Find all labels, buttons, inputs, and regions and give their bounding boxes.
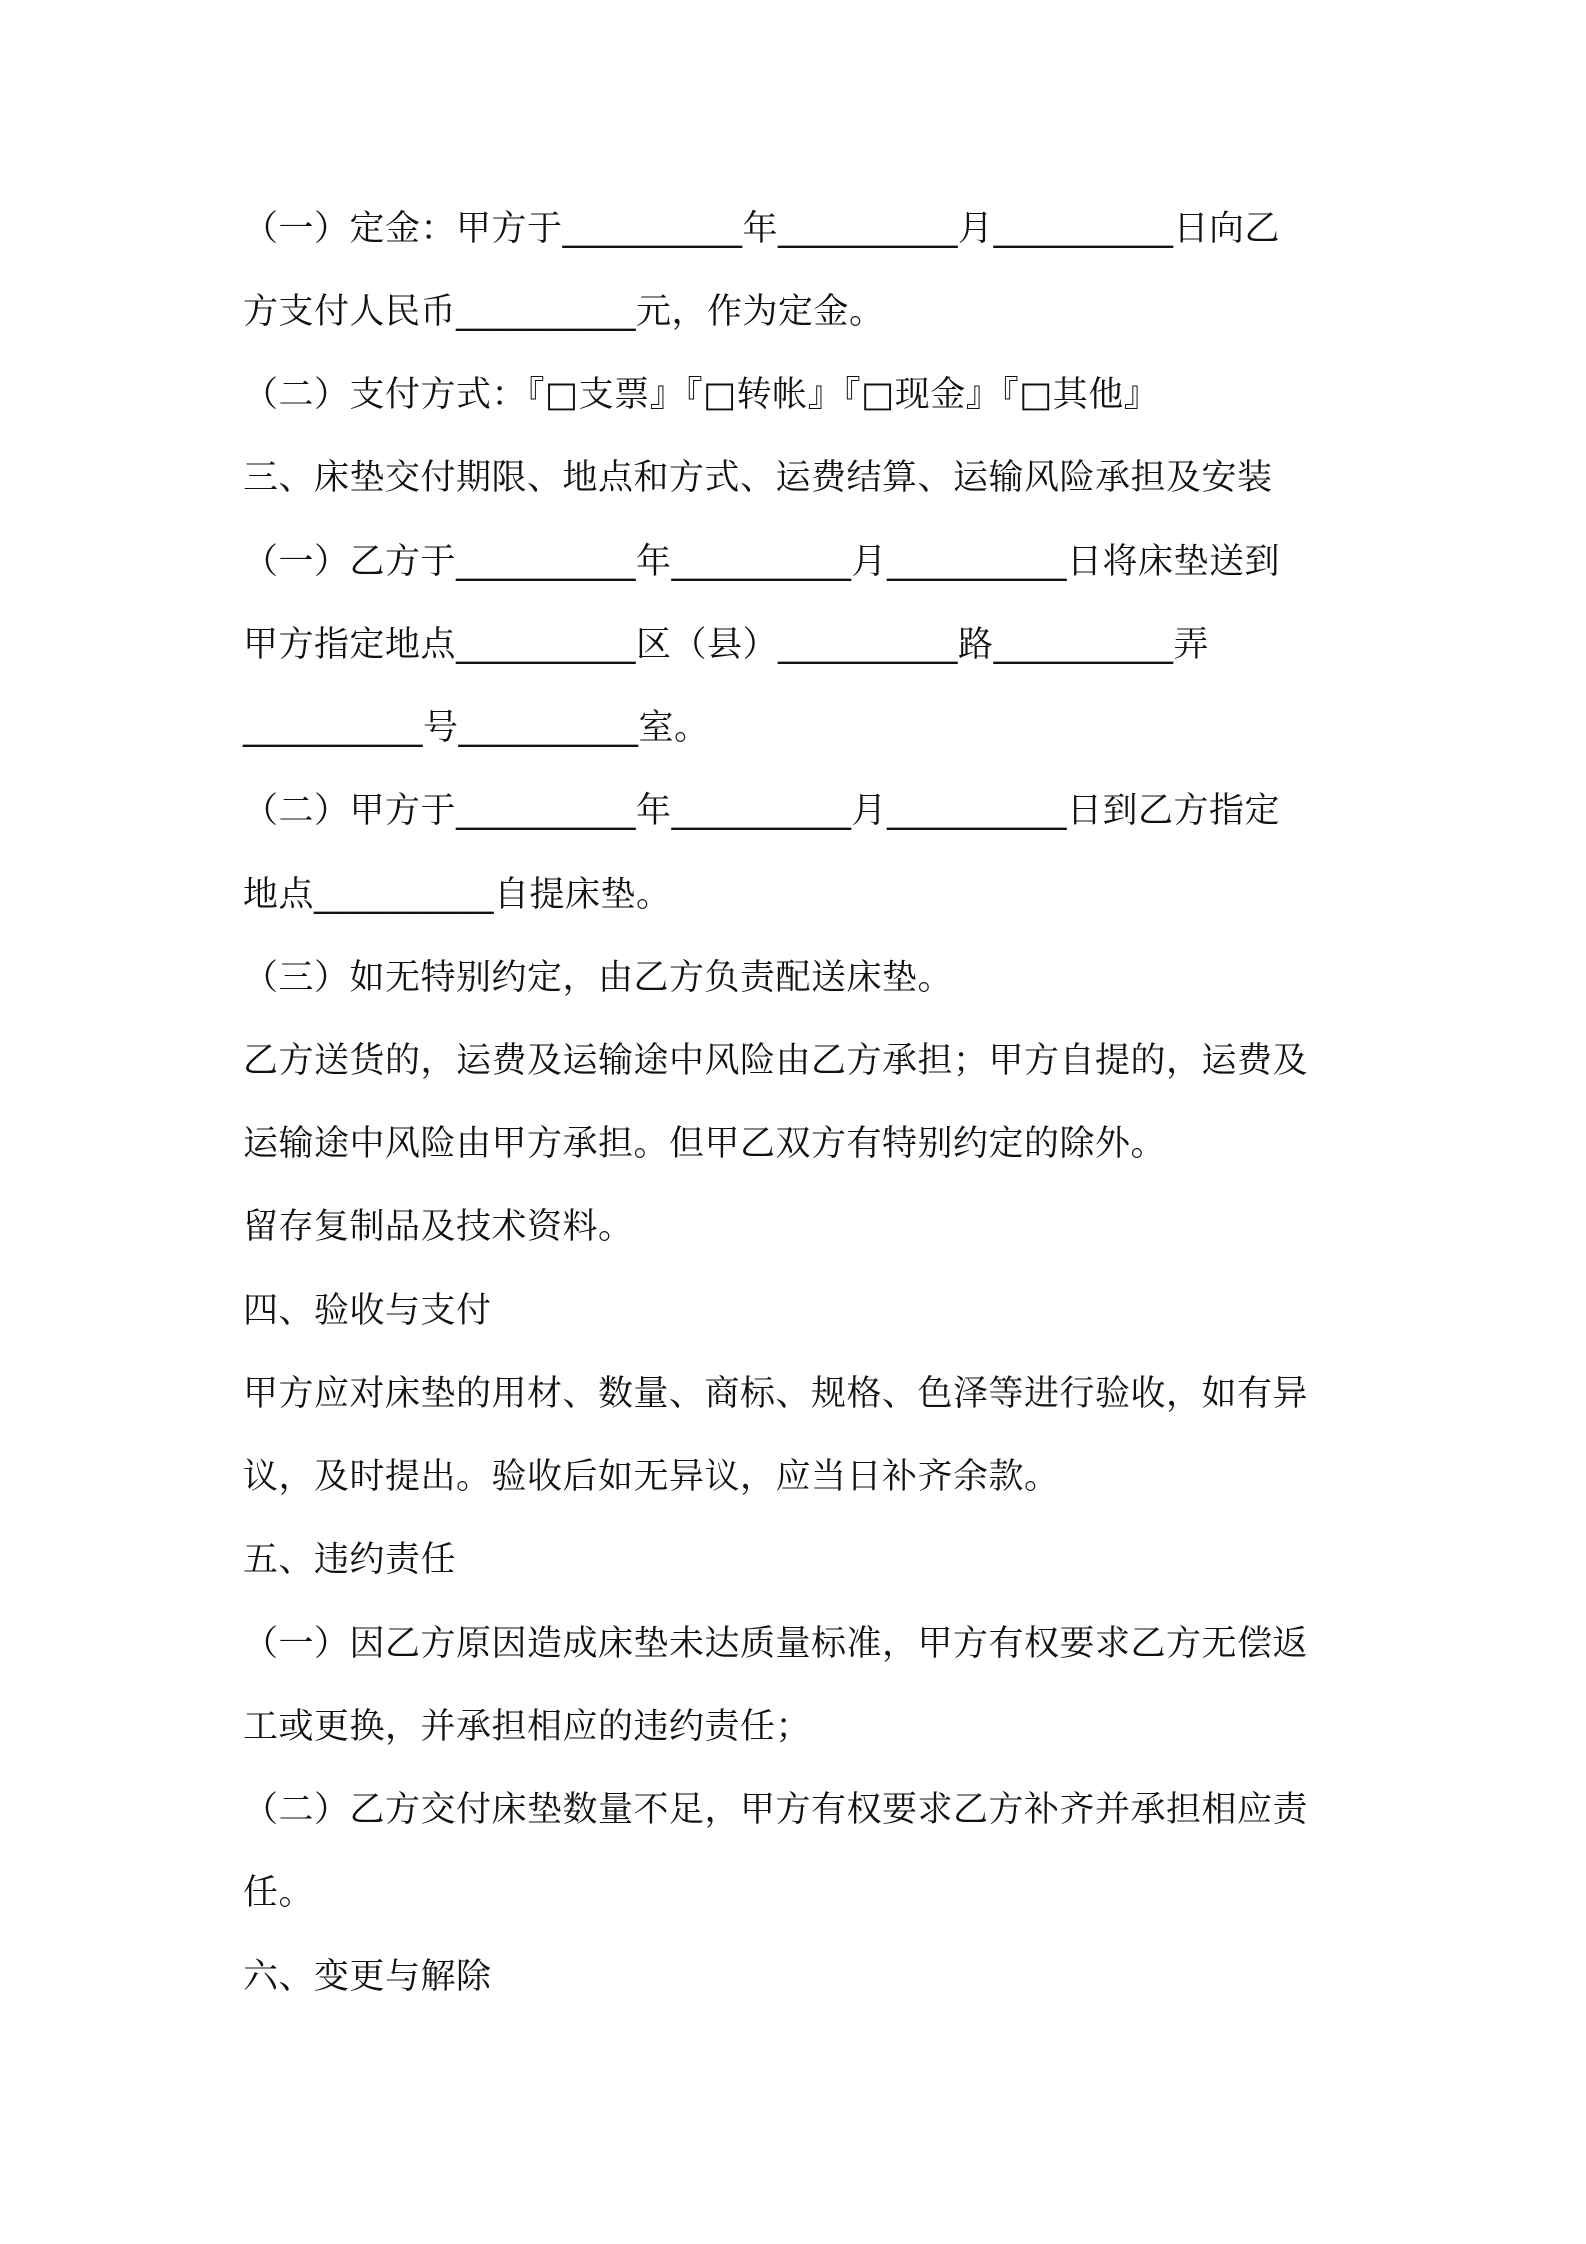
freight-risk-paragraph-cont: 运输途中风险由甲方承担。但甲乙双方有特别约定的除外。 [243, 1124, 1167, 1164]
inspection-paragraph: 甲方应对床垫的用材、数量、商标、规格、色泽等进行验收，如有异 [243, 1374, 1309, 1414]
section-3-heading: 三、床垫交付期限、地点和方式、运费结算、运输风险承担及安装 [243, 458, 1273, 498]
deposit-clause-cont: 方支付人民币__________元，作为定金。 [243, 292, 885, 332]
delivery-clause-3: （三）如无特别约定，由乙方负责配送床垫。 [243, 958, 954, 998]
liability-clause-2-cont: 任。 [243, 1873, 315, 1913]
delivery-clause-1-cont2: __________号__________室。 [243, 708, 710, 748]
delivery-clause-1-cont: 甲方指定地点__________区（县）__________路__________弄 [243, 625, 1210, 665]
liability-clause-1: （一）因乙方原因造成床垫未达质量标准，甲方有权要求乙方无偿返 [243, 1624, 1309, 1664]
payment-method-clause: （二）支付方式：『□支票』『□转帐』『□现金』『□其他』 [243, 375, 1160, 415]
liability-clause-2: （二）乙方交付床垫数量不足，甲方有权要求乙方补齐并承担相应责 [243, 1790, 1309, 1830]
delivery-clause-2: （二）甲方于__________年__________月__________日到乙方指定 [243, 791, 1281, 831]
delivery-clause-2-cont: 地点__________自提床垫。 [243, 875, 672, 915]
deposit-clause: （一）定金：甲方于__________年__________月__________日向乙 [243, 209, 1281, 249]
inspection-paragraph-cont: 议，及时提出。验收后如无异议，应当日补齐余款。 [243, 1457, 1060, 1497]
liability-clause-1-cont: 工或更换，并承担相应的违约责任； [243, 1707, 812, 1747]
freight-risk-paragraph: 乙方送货的，运费及运输途中风险由乙方承担；甲方自提的，运费及 [243, 1041, 1309, 1081]
section-6-heading: 六、变更与解除 [243, 1957, 492, 1997]
delivery-clause-1: （一）乙方于__________年__________月__________日将床垫送到 [243, 542, 1281, 582]
section-5-heading: 五、违约责任 [243, 1540, 457, 1580]
section-4-heading: 四、验收与支付 [243, 1291, 492, 1331]
retain-copies-paragraph: 留存复制品及技术资料。 [243, 1207, 634, 1247]
